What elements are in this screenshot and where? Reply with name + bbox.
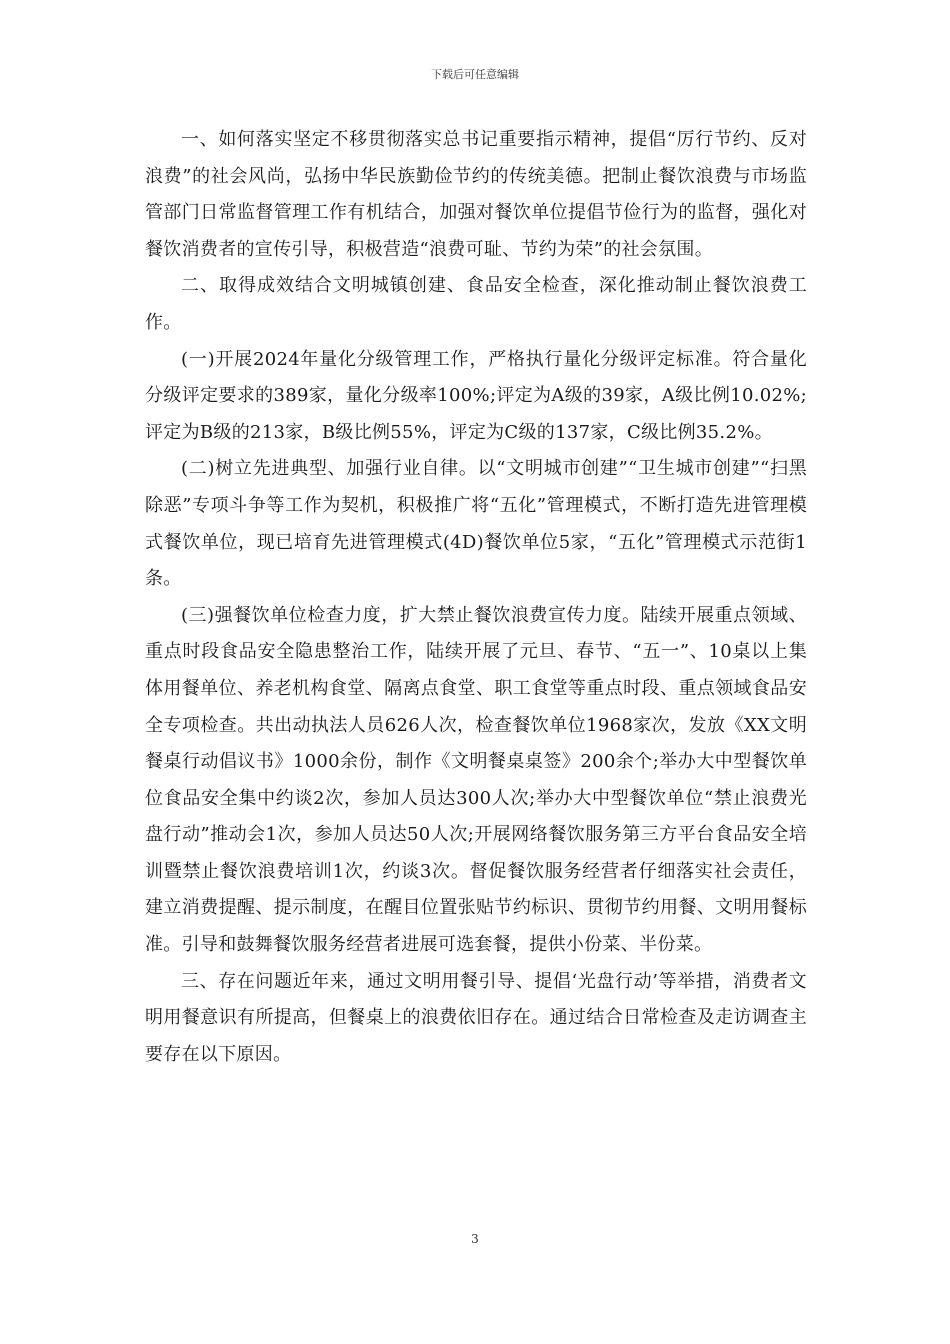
paragraph-achievements: 二、取得成效结合文明城镇创建、食品安全检查，深化推动制止餐饮浪费工作。 bbox=[145, 275, 807, 333]
paragraph-advanced-models: (二)树立先进典型、加强行业自律。以“文明城市创建”“卫生城市创建”“扫黑除恶”专项斗争等工作为契机，积极推广将“五化”管理模式，不断打造先进管理模式餐饮单位，现已培育先进管理模式(4D)餐饮单位5家，“五化”管理模式示范街1条。 bbox=[145, 458, 807, 590]
paragraph-existing-problems: 三、存在问题近年来，通过文明用餐引导、提倡‘光盘行动’等举措，消费者文明用餐意识有所提高，但餐桌上的浪费依旧存在。通过结合日常检查及走访调查主要存在以下原因。 bbox=[145, 970, 807, 1065]
document-body bbox=[145, 122, 807, 1073]
paragraph-how-to-implement: 一、如何落实坚定不移贯彻落实总书记重要指示精神，提倡“厉行节约、反对浪费”的社会风尚，弘扬中华民族勤俭节约的传统美德。把制止餐饮浪费与市场监管部门日常监督管理工作有机结合，加强对餐饮单位提倡节俭行为的监督，强化对餐饮消费者的宣传引导，积极营造“浪费可耻、节约为荣”的社会氛围。 bbox=[145, 129, 807, 260]
paragraph-quantified-grading: (一)开展2024年量化分级管理工作，严格执行量化分级评定标准。符合量化分级评定要求的389家，量化分级率100%;评定为A级的39家，A级比例10.02%;评定为B级的213家，B级比例55%，评定为C级的137家，C级比例35.2%。 bbox=[145, 348, 807, 443]
page-number: 3 bbox=[471, 1232, 479, 1246]
paragraph-inspection-efforts: (三)强餐饮单位检查力度，扩大禁止餐饮浪费宣传力度。陆续开展重点领域、重点时段食品安全隐患整治工作，陆续开展了元旦、春节、“五一”、10桌以上集体用餐单位、养老机构食堂、隔离点食堂、职工食堂等重点时段、重点领域食品安全专项检查。共出动执法人员626人次，检查餐饮单位1968家次，发放《XX文明餐桌行动倡议书》1000余份，制作《文明餐桌桌签》200余个;举办大中型餐饮单位食品安全集中约谈2次，参加人员达300人次;举办大中型餐饮单位“禁止浪费光盘行动”推动会1次，参加人员达50人次;开展网络餐饮服务第三方平台食品安全培训暨禁止餐饮浪费培训1次，约谈3次。督促餐饮服务经营者仔细落实社会责任，建立消费提醒、提示制度，在醒目位置张贴节约标识、贯彻节约用餐、文明用餐标准。引导和鼓舞餐饮服务经营者进展可选套餐，提供小份菜、半份菜。 bbox=[145, 604, 807, 956]
page-header: 下载后可任意编辑 bbox=[431, 68, 519, 81]
